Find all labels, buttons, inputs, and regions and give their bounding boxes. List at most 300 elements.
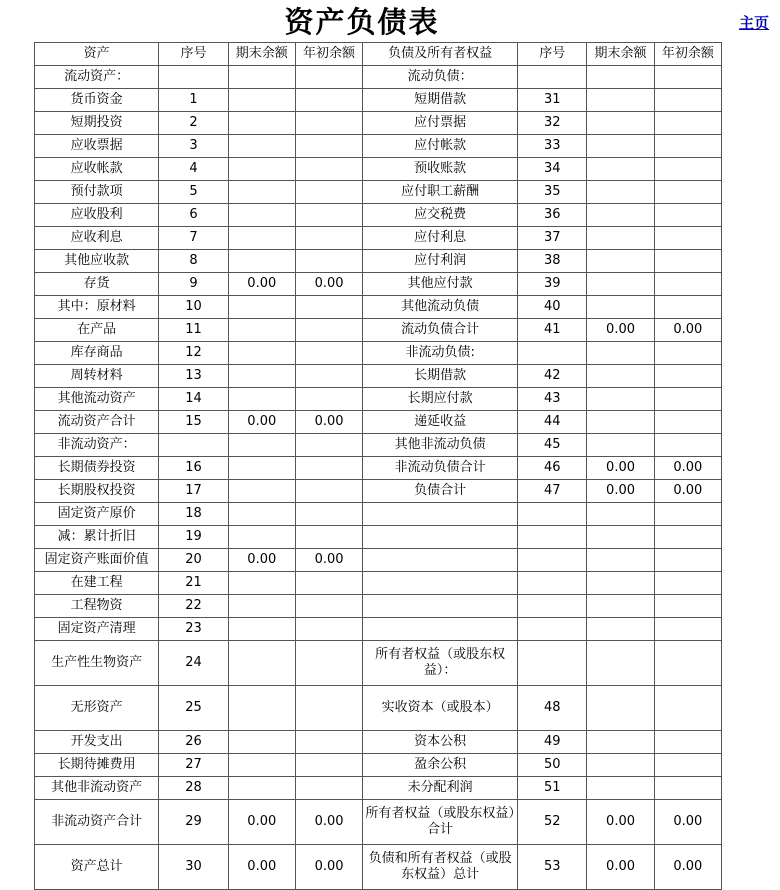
table-row bbox=[35, 66, 722, 89]
liability-no: 49 bbox=[518, 731, 587, 754]
asset-begin-balance bbox=[295, 503, 362, 526]
page-title: 资产负债表 bbox=[284, 5, 440, 39]
asset-name: 在产品 bbox=[35, 319, 159, 342]
liability-no: 50 bbox=[518, 754, 587, 777]
col-header-liability-no: 序号 bbox=[518, 43, 587, 66]
asset-name: 其他应收款 bbox=[35, 250, 159, 273]
liability-no: 33 bbox=[518, 135, 587, 158]
asset-name: 周转材料 bbox=[35, 365, 159, 388]
liability-begin-balance bbox=[654, 754, 721, 777]
liability-no: 31 bbox=[518, 89, 587, 112]
liability-name bbox=[363, 595, 518, 618]
table-row bbox=[35, 319, 722, 342]
asset-begin-balance bbox=[295, 388, 362, 411]
liability-no bbox=[518, 595, 587, 618]
asset-end-balance bbox=[228, 158, 295, 181]
liability-no: 47 bbox=[518, 480, 587, 503]
liability-begin-balance bbox=[654, 342, 721, 365]
asset-end-balance bbox=[228, 641, 295, 686]
liability-no bbox=[518, 641, 587, 686]
liability-name: 短期借款 bbox=[363, 89, 518, 112]
asset-no: 20 bbox=[159, 549, 228, 572]
asset-no: 11 bbox=[159, 319, 228, 342]
asset-name: 长期股权投资 bbox=[35, 480, 159, 503]
table-row bbox=[35, 388, 722, 411]
asset-begin-balance bbox=[295, 480, 362, 503]
asset-end-balance bbox=[228, 66, 295, 89]
liability-no bbox=[518, 572, 587, 595]
asset-name: 短期投资 bbox=[35, 112, 159, 135]
asset-no: 14 bbox=[159, 388, 228, 411]
asset-begin-balance bbox=[295, 686, 362, 731]
asset-end-balance bbox=[228, 227, 295, 250]
liability-end-balance bbox=[587, 135, 654, 158]
liability-end-balance: 0.00 bbox=[587, 480, 654, 503]
asset-no: 8 bbox=[159, 250, 228, 273]
table-row bbox=[35, 618, 722, 641]
liability-end-balance bbox=[587, 411, 654, 434]
asset-end-balance bbox=[228, 296, 295, 319]
asset-no: 13 bbox=[159, 365, 228, 388]
asset-end-balance: 0.00 bbox=[228, 411, 295, 434]
table-row bbox=[35, 641, 722, 686]
liability-name bbox=[363, 572, 518, 595]
liability-end-balance bbox=[587, 227, 654, 250]
asset-begin-balance bbox=[295, 250, 362, 273]
asset-begin-balance bbox=[295, 595, 362, 618]
asset-begin-balance bbox=[295, 572, 362, 595]
liability-end-balance bbox=[587, 686, 654, 731]
asset-name: 工程物资 bbox=[35, 595, 159, 618]
liability-begin-balance bbox=[654, 572, 721, 595]
liability-end-balance bbox=[587, 181, 654, 204]
asset-name: 在建工程 bbox=[35, 572, 159, 595]
liability-begin-balance bbox=[654, 89, 721, 112]
liability-end-balance bbox=[587, 731, 654, 754]
liability-begin-balance bbox=[654, 641, 721, 686]
asset-name: 其他流动资产 bbox=[35, 388, 159, 411]
liability-begin-balance bbox=[654, 434, 721, 457]
asset-begin-balance bbox=[295, 731, 362, 754]
liability-name: 负债和所有者权益（或股东权益）总计 bbox=[363, 845, 518, 890]
liability-no: 42 bbox=[518, 365, 587, 388]
asset-end-balance bbox=[228, 457, 295, 480]
asset-end-balance bbox=[228, 89, 295, 112]
asset-begin-balance bbox=[295, 754, 362, 777]
asset-no: 12 bbox=[159, 342, 228, 365]
liability-no: 34 bbox=[518, 158, 587, 181]
asset-name: 货币资金 bbox=[35, 89, 159, 112]
liability-no bbox=[518, 503, 587, 526]
table-row bbox=[35, 89, 722, 112]
liability-begin-balance bbox=[654, 549, 721, 572]
asset-no: 21 bbox=[159, 572, 228, 595]
liability-begin-balance bbox=[654, 227, 721, 250]
asset-end-balance bbox=[228, 204, 295, 227]
liability-name: 未分配利润 bbox=[363, 777, 518, 800]
asset-begin-balance bbox=[295, 158, 362, 181]
liability-begin-balance bbox=[654, 250, 721, 273]
asset-end-balance: 0.00 bbox=[228, 273, 295, 296]
asset-name: 应收利息 bbox=[35, 227, 159, 250]
liability-end-balance: 0.00 bbox=[587, 845, 654, 890]
asset-name: 固定资产清理 bbox=[35, 618, 159, 641]
col-header-liability: 负债及所有者权益 bbox=[363, 43, 518, 66]
asset-no: 17 bbox=[159, 480, 228, 503]
asset-end-balance bbox=[228, 480, 295, 503]
asset-begin-balance bbox=[295, 204, 362, 227]
asset-name: 应收票据 bbox=[35, 135, 159, 158]
liability-end-balance bbox=[587, 296, 654, 319]
col-header-asset-begin: 年初余额 bbox=[295, 43, 362, 66]
asset-begin-balance bbox=[295, 618, 362, 641]
asset-no: 24 bbox=[159, 641, 228, 686]
asset-no: 19 bbox=[159, 526, 228, 549]
asset-begin-balance bbox=[295, 526, 362, 549]
liability-end-balance bbox=[587, 204, 654, 227]
asset-begin-balance bbox=[295, 457, 362, 480]
table-row bbox=[35, 800, 722, 845]
liability-name: 非流动负债: bbox=[363, 342, 518, 365]
liability-name: 流动负债合计 bbox=[363, 319, 518, 342]
asset-begin-balance bbox=[295, 319, 362, 342]
asset-end-balance bbox=[228, 686, 295, 731]
liability-no: 36 bbox=[518, 204, 587, 227]
liability-begin-balance: 0.00 bbox=[654, 800, 721, 845]
liability-begin-balance bbox=[654, 731, 721, 754]
liability-no: 40 bbox=[518, 296, 587, 319]
liability-name: 长期借款 bbox=[363, 365, 518, 388]
liability-begin-balance: 0.00 bbox=[654, 480, 721, 503]
asset-no: 6 bbox=[159, 204, 228, 227]
table-row bbox=[35, 526, 722, 549]
asset-begin-balance bbox=[295, 342, 362, 365]
asset-no: 10 bbox=[159, 296, 228, 319]
liability-end-balance bbox=[587, 549, 654, 572]
liability-begin-balance bbox=[654, 135, 721, 158]
liability-begin-balance bbox=[654, 112, 721, 135]
asset-no: 25 bbox=[159, 686, 228, 731]
asset-begin-balance bbox=[295, 181, 362, 204]
liability-begin-balance: 0.00 bbox=[654, 457, 721, 480]
asset-begin-balance bbox=[295, 89, 362, 112]
asset-no: 18 bbox=[159, 503, 228, 526]
asset-end-balance bbox=[228, 618, 295, 641]
table-header-row bbox=[35, 43, 722, 66]
liability-end-balance: 0.00 bbox=[587, 319, 654, 342]
asset-end-balance: 0.00 bbox=[228, 549, 295, 572]
table-row bbox=[35, 845, 722, 890]
table-row bbox=[35, 777, 722, 800]
liability-name: 实收资本（或股本） bbox=[363, 686, 518, 731]
liability-begin-balance bbox=[654, 181, 721, 204]
table-row bbox=[35, 549, 722, 572]
table-row bbox=[35, 158, 722, 181]
table-row bbox=[35, 181, 722, 204]
asset-no: 22 bbox=[159, 595, 228, 618]
liability-name: 负债合计 bbox=[363, 480, 518, 503]
liability-end-balance bbox=[587, 618, 654, 641]
liability-no: 35 bbox=[518, 181, 587, 204]
liability-name: 应付利息 bbox=[363, 227, 518, 250]
table-row bbox=[35, 754, 722, 777]
liability-no: 32 bbox=[518, 112, 587, 135]
asset-end-balance bbox=[228, 572, 295, 595]
table-row bbox=[35, 227, 722, 250]
liability-no: 48 bbox=[518, 686, 587, 731]
liability-begin-balance bbox=[654, 365, 721, 388]
liability-end-balance bbox=[587, 641, 654, 686]
asset-no: 28 bbox=[159, 777, 228, 800]
liability-no: 44 bbox=[518, 411, 587, 434]
asset-begin-balance: 0.00 bbox=[295, 273, 362, 296]
liability-end-balance bbox=[587, 388, 654, 411]
asset-end-balance bbox=[228, 595, 295, 618]
asset-begin-balance: 0.00 bbox=[295, 549, 362, 572]
asset-begin-balance bbox=[295, 365, 362, 388]
asset-name: 开发支出 bbox=[35, 731, 159, 754]
liability-end-balance bbox=[587, 89, 654, 112]
liability-begin-balance bbox=[654, 411, 721, 434]
asset-no: 23 bbox=[159, 618, 228, 641]
liability-begin-balance bbox=[654, 503, 721, 526]
asset-no: 27 bbox=[159, 754, 228, 777]
liability-name: 应付帐款 bbox=[363, 135, 518, 158]
asset-end-balance bbox=[228, 388, 295, 411]
table-row bbox=[35, 296, 722, 319]
liability-no bbox=[518, 526, 587, 549]
liability-end-balance bbox=[587, 365, 654, 388]
liability-no: 39 bbox=[518, 273, 587, 296]
liability-end-balance bbox=[587, 158, 654, 181]
table-row bbox=[35, 204, 722, 227]
liability-begin-balance bbox=[654, 158, 721, 181]
asset-no: 2 bbox=[159, 112, 228, 135]
asset-end-balance: 0.00 bbox=[228, 845, 295, 890]
liability-no: 52 bbox=[518, 800, 587, 845]
table-row bbox=[35, 595, 722, 618]
asset-end-balance bbox=[228, 503, 295, 526]
col-header-asset-end: 期末余额 bbox=[228, 43, 295, 66]
asset-no: 4 bbox=[159, 158, 228, 181]
asset-name: 存货 bbox=[35, 273, 159, 296]
asset-begin-balance bbox=[295, 777, 362, 800]
asset-no: 7 bbox=[159, 227, 228, 250]
liability-begin-balance: 0.00 bbox=[654, 319, 721, 342]
table-row bbox=[35, 731, 722, 754]
liability-begin-balance: 0.00 bbox=[654, 845, 721, 890]
liability-no bbox=[518, 549, 587, 572]
asset-name: 其中：原材料 bbox=[35, 296, 159, 319]
asset-begin-balance bbox=[295, 641, 362, 686]
asset-end-balance bbox=[228, 731, 295, 754]
asset-end-balance bbox=[228, 526, 295, 549]
asset-name: 非流动资产合计 bbox=[35, 800, 159, 845]
asset-begin-balance bbox=[295, 135, 362, 158]
liability-end-balance bbox=[587, 572, 654, 595]
asset-begin-balance bbox=[295, 296, 362, 319]
asset-end-balance bbox=[228, 365, 295, 388]
liability-end-balance bbox=[587, 503, 654, 526]
asset-begin-balance: 0.00 bbox=[295, 800, 362, 845]
asset-begin-balance bbox=[295, 112, 362, 135]
asset-end-balance bbox=[228, 434, 295, 457]
asset-end-balance bbox=[228, 112, 295, 135]
liability-name bbox=[363, 526, 518, 549]
table-row bbox=[35, 250, 722, 273]
asset-name: 生产性生物资产 bbox=[35, 641, 159, 686]
liability-begin-balance bbox=[654, 273, 721, 296]
liability-no: 38 bbox=[518, 250, 587, 273]
liability-begin-balance bbox=[654, 777, 721, 800]
asset-end-balance bbox=[228, 135, 295, 158]
asset-name: 减：累计折旧 bbox=[35, 526, 159, 549]
liability-no: 45 bbox=[518, 434, 587, 457]
table-row bbox=[35, 434, 722, 457]
liability-begin-balance bbox=[654, 526, 721, 549]
asset-no: 26 bbox=[159, 731, 228, 754]
liability-no: 53 bbox=[518, 845, 587, 890]
liability-begin-balance bbox=[654, 388, 721, 411]
asset-name: 流动资产： bbox=[35, 66, 159, 89]
liability-end-balance: 0.00 bbox=[587, 457, 654, 480]
asset-no: 30 bbox=[159, 845, 228, 890]
col-header-asset: 资产 bbox=[35, 43, 159, 66]
liability-name: 资本公积 bbox=[363, 731, 518, 754]
asset-name: 长期债券投资 bbox=[35, 457, 159, 480]
asset-no: 5 bbox=[159, 181, 228, 204]
asset-no bbox=[159, 434, 228, 457]
table-row bbox=[35, 273, 722, 296]
asset-begin-balance: 0.00 bbox=[295, 845, 362, 890]
liability-name: 应付职工薪酬 bbox=[363, 181, 518, 204]
asset-name: 固定资产账面价值 bbox=[35, 549, 159, 572]
table-row bbox=[35, 457, 722, 480]
liability-begin-balance bbox=[654, 66, 721, 89]
asset-name: 其他非流动资产 bbox=[35, 777, 159, 800]
liability-end-balance bbox=[587, 112, 654, 135]
liability-begin-balance bbox=[654, 204, 721, 227]
col-header-asset-no: 序号 bbox=[159, 43, 228, 66]
liability-name: 其他应付款 bbox=[363, 273, 518, 296]
liability-name bbox=[363, 549, 518, 572]
liability-name: 盈余公积 bbox=[363, 754, 518, 777]
liability-name: 所有者权益（或股东权益）： bbox=[363, 641, 518, 686]
asset-name: 库存商品 bbox=[35, 342, 159, 365]
liability-begin-balance bbox=[654, 595, 721, 618]
liability-end-balance bbox=[587, 434, 654, 457]
asset-end-balance bbox=[228, 777, 295, 800]
asset-begin-balance bbox=[295, 434, 362, 457]
liability-end-balance bbox=[587, 777, 654, 800]
liability-name: 其他非流动负债 bbox=[363, 434, 518, 457]
asset-no: 29 bbox=[159, 800, 228, 845]
asset-no: 9 bbox=[159, 273, 228, 296]
liability-end-balance bbox=[587, 250, 654, 273]
balance-sheet-table bbox=[34, 42, 722, 890]
table-row bbox=[35, 135, 722, 158]
liability-no bbox=[518, 618, 587, 641]
liability-begin-balance bbox=[654, 618, 721, 641]
liability-end-balance bbox=[587, 526, 654, 549]
liability-no: 46 bbox=[518, 457, 587, 480]
liability-name: 递延收益 bbox=[363, 411, 518, 434]
liability-end-balance bbox=[587, 754, 654, 777]
table-row bbox=[35, 503, 722, 526]
asset-end-balance bbox=[228, 754, 295, 777]
liability-no bbox=[518, 66, 587, 89]
liability-no: 51 bbox=[518, 777, 587, 800]
asset-name: 流动资产合计 bbox=[35, 411, 159, 434]
liability-name bbox=[363, 618, 518, 641]
liability-name: 应付利润 bbox=[363, 250, 518, 273]
table-row bbox=[35, 686, 722, 731]
asset-begin-balance bbox=[295, 66, 362, 89]
table-row bbox=[35, 112, 722, 135]
liability-name: 应交税费 bbox=[363, 204, 518, 227]
asset-no bbox=[159, 66, 228, 89]
asset-name: 应收股利 bbox=[35, 204, 159, 227]
liability-end-balance bbox=[587, 66, 654, 89]
asset-no: 16 bbox=[159, 457, 228, 480]
table-row bbox=[35, 365, 722, 388]
liability-begin-balance bbox=[654, 296, 721, 319]
asset-begin-balance bbox=[295, 227, 362, 250]
liability-name: 其他流动负债 bbox=[363, 296, 518, 319]
liability-name: 所有者权益（或股东权益）合计 bbox=[363, 800, 518, 845]
liability-no: 37 bbox=[518, 227, 587, 250]
liability-no bbox=[518, 342, 587, 365]
asset-name: 长期待摊费用 bbox=[35, 754, 159, 777]
liability-name: 预收账款 bbox=[363, 158, 518, 181]
liability-end-balance bbox=[587, 342, 654, 365]
liability-name: 流动负债： bbox=[363, 66, 518, 89]
asset-end-balance: 0.00 bbox=[228, 800, 295, 845]
asset-end-balance bbox=[228, 342, 295, 365]
liability-no: 43 bbox=[518, 388, 587, 411]
liability-name: 非流动负债合计 bbox=[363, 457, 518, 480]
asset-end-balance bbox=[228, 250, 295, 273]
liability-name: 应付票据 bbox=[363, 112, 518, 135]
col-header-liability-end: 期末余额 bbox=[587, 43, 654, 66]
asset-name: 非流动资产： bbox=[35, 434, 159, 457]
asset-name: 应收帐款 bbox=[35, 158, 159, 181]
asset-name: 资产总计 bbox=[35, 845, 159, 890]
asset-name: 固定资产原价 bbox=[35, 503, 159, 526]
table-row bbox=[35, 480, 722, 503]
asset-name: 无形资产 bbox=[35, 686, 159, 731]
asset-end-balance bbox=[228, 181, 295, 204]
liability-end-balance: 0.00 bbox=[587, 800, 654, 845]
col-header-liability-begin: 年初余额 bbox=[654, 43, 721, 66]
liability-name: 长期应付款 bbox=[363, 388, 518, 411]
asset-begin-balance: 0.00 bbox=[295, 411, 362, 434]
liability-name bbox=[363, 503, 518, 526]
asset-end-balance bbox=[228, 319, 295, 342]
home-link[interactable]: 主页 bbox=[739, 14, 770, 32]
liability-end-balance bbox=[587, 273, 654, 296]
asset-no: 1 bbox=[159, 89, 228, 112]
table-row bbox=[35, 572, 722, 595]
table-row bbox=[35, 342, 722, 365]
asset-no: 3 bbox=[159, 135, 228, 158]
liability-end-balance bbox=[587, 595, 654, 618]
liability-no: 41 bbox=[518, 319, 587, 342]
asset-name: 预付款项 bbox=[35, 181, 159, 204]
table-row bbox=[35, 411, 722, 434]
liability-begin-balance bbox=[654, 686, 721, 731]
asset-no: 15 bbox=[159, 411, 228, 434]
